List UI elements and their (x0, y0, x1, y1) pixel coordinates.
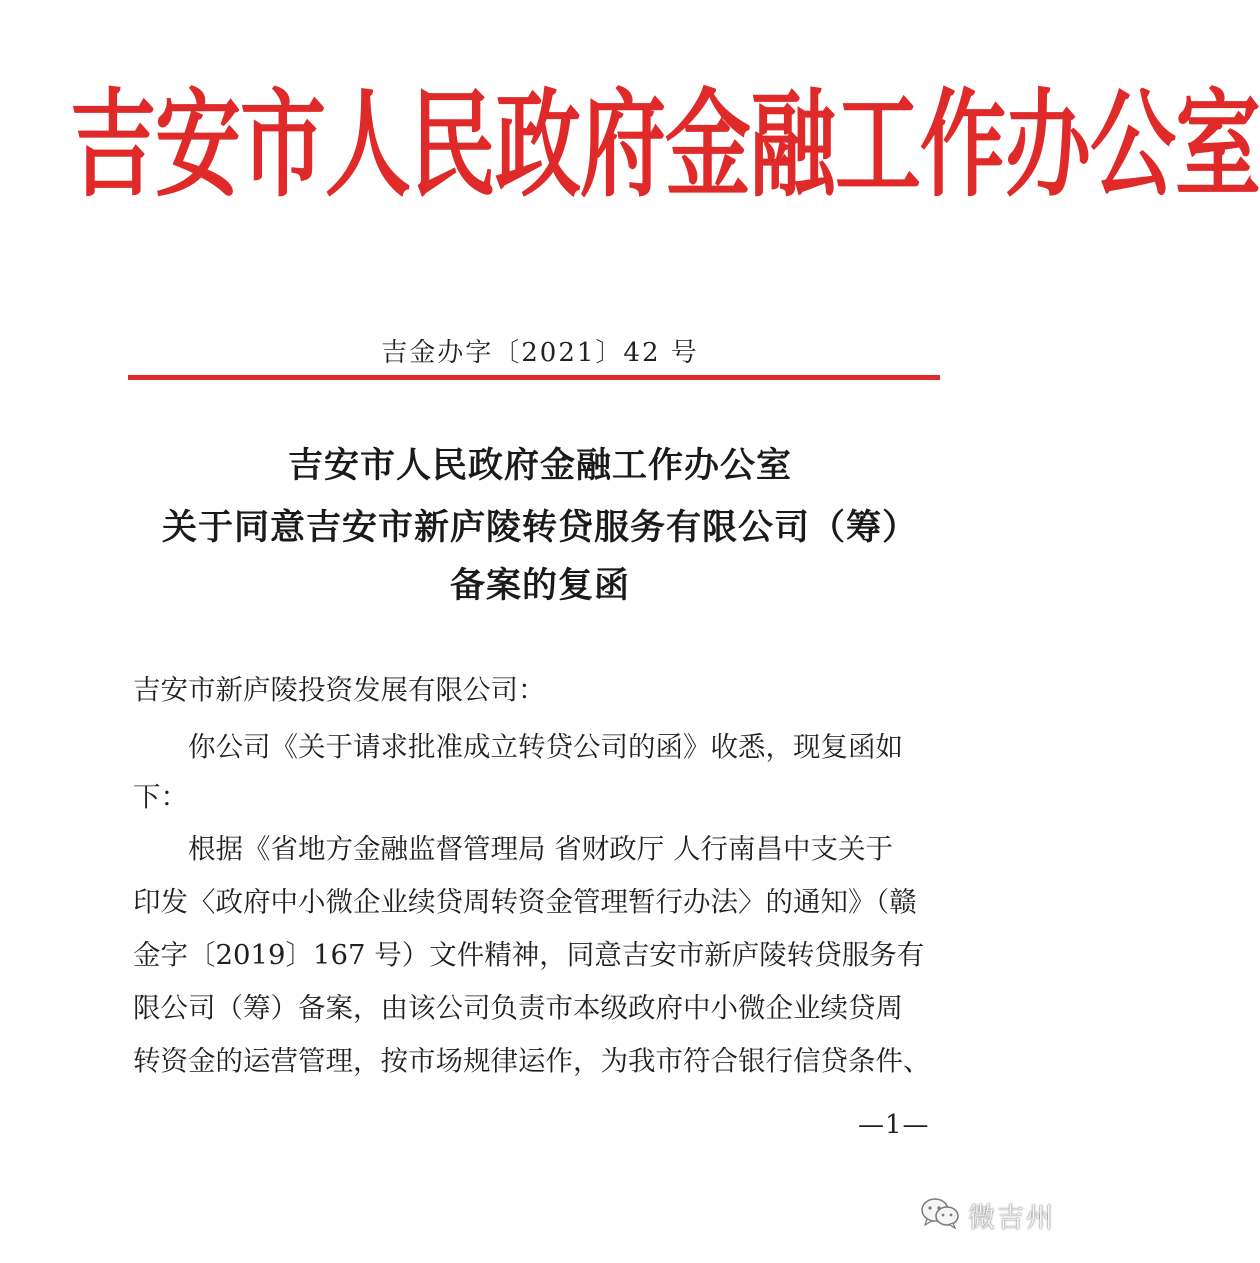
subject-title-line-3: 备案的复函 (449, 565, 630, 606)
paragraph-2-line-3: 金字〔2019〕167 号）文件精神，同意吉安市新庐陵转贷服务有 (133, 939, 925, 971)
paragraph-1-line-2: 下： (133, 781, 188, 813)
subject-title-line-1: 吉安市人民政府金融工作办公室 (287, 445, 792, 486)
page-number: —1— (858, 1110, 930, 1140)
watermark (920, 1195, 1055, 1235)
paragraph-1-line-1: 你公司《关于请求批准成立转贷公司的函》收悉，现复函如 (133, 731, 903, 763)
paragraph-2-line-1: 根据《省地方金融监督管理局 省财政厅 人行南昌中支关于 (133, 833, 893, 865)
paragraph-2-line-4: 限公司（筹）备案，由该公司负责市本级政府中小微企业续贷周 (133, 992, 903, 1024)
letterhead-title: 吉安市人民政府金融工作办公室 (70, 77, 1260, 214)
paragraph-2-line-2: 印发〈政府中小微企业续贷周转资金管理暂行办法〉的通知》（赣 (133, 886, 917, 918)
subject-title-line-2: 关于同意吉安市新庐陵转贷服务有限公司（筹） (161, 507, 918, 548)
document-number: 吉金办字〔2021〕42 号 (381, 338, 699, 368)
watermark-text: 微吉州 (968, 1202, 1055, 1234)
paragraph-2-line-5: 转资金的运营管理，按市场规律运作，为我市符合银行信贷条件、 (133, 1045, 931, 1077)
wechat-icon (920, 1196, 960, 1234)
addressee: 吉安市新庐陵投资发展有限公司： (133, 674, 546, 706)
red-divider (128, 375, 940, 380)
